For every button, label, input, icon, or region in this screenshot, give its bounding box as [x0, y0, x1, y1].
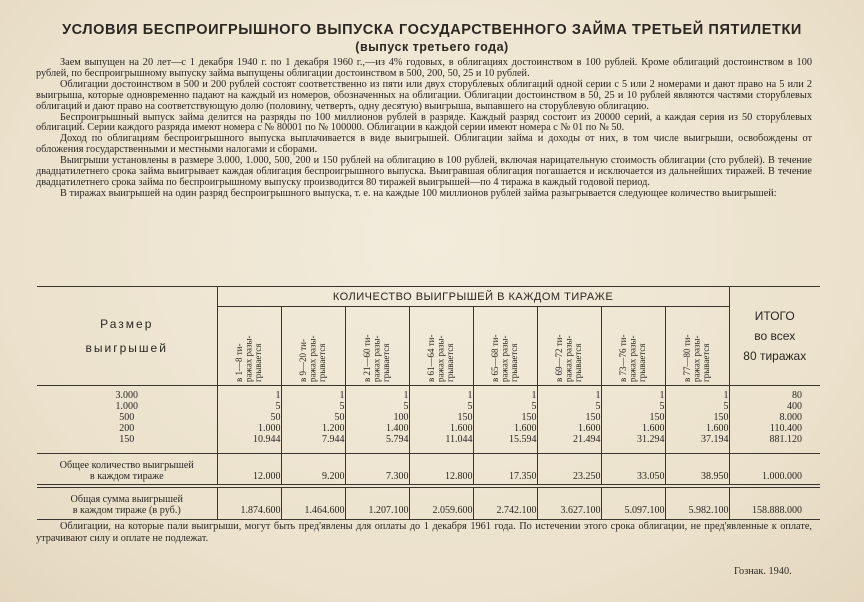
summary-cell: 2.059.600: [409, 486, 473, 520]
count-cell: 37.194: [665, 434, 729, 454]
round-header-text: [683, 308, 712, 382]
round-header-line: в 61—64 ти-: [425, 334, 436, 382]
summary-cell: 3.627.100: [537, 486, 601, 520]
count-cell: 1: [281, 386, 345, 402]
count-cell: 1.600: [665, 423, 729, 434]
size-header-line: Размер: [100, 317, 154, 331]
round-header-line: ражах разы-: [371, 334, 382, 382]
paragraph: Доход по облигациям беспроигрышного выпуска выплачивается в виде выигрышей. Облигации займа и доходы от них, в том числе выигрыши, освобождены от обложения государственными и местными налогами и сборами.: [36, 133, 812, 156]
prize-size-cell: 500: [37, 412, 217, 423]
total-cell: 400: [787, 401, 802, 412]
count-cell: 1: [537, 386, 601, 402]
round-header-line: ражах разы-: [691, 334, 702, 382]
count-cell: 5: [473, 401, 537, 412]
footer-text: Облигации, на которые пали выигрыши, могут быть пред'явлены для оплаты до 1 декабря 1961 года. По истечении этого срока облигации, не пред'явленные к оплате, утрачивают силу и оплате не подлежат.: [36, 521, 812, 544]
round-header-text: [427, 308, 456, 382]
paragraph: Выигрыши установлены в размере 3.000, 1.000, 500, 200 и 150 рублей на облигацию в 100 рублей, включая нарицательную стоимость облигации (сто рублей). В течение двадцатилетнего срока займа выигрывает каждая облигация беспроигрышного выпуска. Выигравшая облигация погашается и исключается из дальнейших тиражей. В течение двадцатилетнего срока займа по беспроигрышному выпуску производится 80 тиражей выигрышей—по 4 тиража в каждый годовой период.: [36, 155, 812, 188]
round-header-line: в 9—20 ти-: [297, 338, 308, 382]
count-cell: 11.044: [409, 434, 473, 454]
round-header-line: в 69—72 ти-: [553, 334, 564, 382]
table-row: [37, 412, 820, 423]
summary-cell: 1.464.600: [281, 486, 345, 520]
size-header-line: выигрышей: [85, 341, 168, 355]
round-header-text: [555, 308, 584, 382]
round-header-line: грывается: [700, 342, 711, 382]
paragraph: Беспроигрышный выпуск займа делится на разряды по 100 миллионов рублей в разряде. Каждый разряд состоит из 20000 серий, а каждая серия из 50 сторублевых облигаций. Серии каждого разряда имеют номера с № 80001 по № 100000. Облигации в каждой серии имеют номера с № 01 по № 50.: [36, 111, 812, 134]
size-header: [37, 287, 217, 386]
count-cell: 5: [537, 401, 601, 412]
round-header-line: в 21—60 ти-: [361, 334, 372, 382]
winnings-table-body: [37, 386, 820, 520]
count-cell: 1.000: [217, 423, 281, 434]
total-cell: 80: [729, 386, 820, 402]
count-cell: 5.794: [345, 434, 409, 454]
total-cell: 8.000: [779, 412, 802, 423]
round-header-line: грывается: [316, 342, 327, 382]
conditions-text: [36, 58, 812, 200]
amount-row-label-line: Общая сумма выигрышей: [70, 494, 183, 505]
total-cell: 110.400: [769, 423, 802, 434]
round-header-line: грывается: [444, 342, 455, 382]
count-cell: 1: [665, 386, 729, 402]
round-header: [473, 307, 537, 386]
round-header-line: ражах разы-: [627, 334, 638, 382]
count-cell: 1: [601, 386, 665, 402]
summary-cell: 1.207.100: [345, 486, 409, 520]
total-header-line: ИТОГО: [754, 309, 795, 323]
table-row: [37, 401, 820, 412]
total-header-line: 80 тиражах: [743, 349, 807, 363]
round-header-line: грывается: [508, 342, 519, 382]
total-header-line: во всех: [754, 329, 796, 343]
table-row: [37, 434, 820, 454]
count-row-label-line: в каждом тираже: [89, 471, 164, 482]
count-cell: 31.294: [601, 434, 665, 454]
summary-cell: 1.874.600: [217, 486, 281, 520]
count-cell: 1.600: [409, 423, 473, 434]
round-header-text: [299, 308, 328, 382]
total-cell: 881.120: [769, 434, 802, 445]
prize-size-cell: 3.000: [37, 386, 217, 402]
round-header-line: в 73—76 ти-: [617, 334, 628, 382]
summary-cell: 2.742.100: [473, 486, 537, 520]
count-row-label: [37, 454, 217, 487]
count-cell: 1: [409, 386, 473, 402]
table-row: [37, 386, 820, 402]
count-cell: 5: [217, 401, 281, 412]
summary-cell: 23.250: [537, 454, 601, 487]
count-cell: 1: [217, 386, 281, 402]
paragraph: Облигации достоинством в 500 и 200 рублей состоят соответственно из пяти или двух сторублевых облигаций одной серии с 5 или 2 номерами и дают право на 5 или 2 выигрыша, которые одновременно падают на каждый из номеров, обозначенных на облигации. Облигации достоинством в 50, 25 и 10 рублей являются частями сторублевых облигаций и дают право на соответствующую долю (половину, четверть, одну десятую) выигрыша, выпавшего на сторублевую облигацию.: [36, 78, 812, 112]
summary-cell: 12.000: [217, 454, 281, 487]
count-cell: 5: [281, 401, 345, 412]
summary-cell: 5.982.100: [665, 486, 729, 520]
amount-row-label: [37, 486, 217, 520]
round-header-line: ражах разы-: [499, 334, 510, 382]
round-header-line: грывается: [572, 342, 583, 382]
amount-row-label-line: в каждом тираже (в руб.): [72, 505, 181, 516]
count-cell: 1.600: [473, 423, 537, 434]
count-cell: 7.944: [281, 434, 345, 454]
count-cell: 50: [281, 412, 345, 423]
summary-total-cell: 1.000.000: [729, 454, 820, 487]
summary-cell: 12.800: [409, 454, 473, 487]
round-header-line: в 77—80 ти-: [681, 334, 692, 382]
round-header: [281, 307, 345, 386]
round-header-line: грывается: [636, 342, 647, 382]
summary-cell: 9.200: [281, 454, 345, 487]
count-cell: 50: [217, 412, 281, 423]
summary-cell: 33.050: [601, 454, 665, 487]
count-cell: 150: [537, 412, 601, 423]
count-cell: 1: [473, 386, 537, 402]
round-header: [601, 307, 665, 386]
count-cell: 5: [409, 401, 473, 412]
count-cell: 1.600: [537, 423, 601, 434]
summary-cell: 38.950: [665, 454, 729, 487]
count-cell: 150: [473, 412, 537, 423]
count-cell: 5: [665, 401, 729, 412]
total-header: [729, 287, 820, 386]
page-title: УСЛОВИЯ БЕСПРОИГРЫШНОГО ВЫПУСКА ГОСУДАРСТВЕННОГО ЗАЙМА ТРЕТЬЕЙ ПЯТИЛЕТКИ: [62, 22, 802, 38]
paragraph: В тиражах выигрышей на один разряд беспроигрышного выпуска, т. е. на каждые 100 миллионов рублей займа разыгрывается следующее количество выигрышей:: [60, 187, 777, 199]
paragraph: Заем выпущен на 20 лет—с 1 декабря 1940 г. по 1 декабря 1960 г.,—из 4% годовых, в облигациях достоинством в 100 рублей. Кроме облигаций достоинством в 100 рублей, по беспроигрышному выпуску займа выпущены облигации достоинством в 500, 200, 50, 25 и 10 рублей.: [36, 57, 812, 79]
prize-size-cell: 200: [37, 423, 217, 434]
winnings-table: [37, 286, 820, 520]
round-header: [537, 307, 601, 386]
round-header: [665, 307, 729, 386]
prize-size-cell: 150: [37, 434, 217, 454]
round-header-text: [363, 308, 392, 382]
count-cell: 21.494: [537, 434, 601, 454]
round-header-line: в 1—8 ти-: [233, 343, 244, 382]
page-subtitle: (выпуск третьего года): [355, 40, 509, 54]
count-cell: 5: [345, 401, 409, 412]
count-cell: 1.200: [281, 423, 345, 434]
count-cell: 1: [345, 386, 409, 402]
count-cell: 100: [345, 412, 409, 423]
round-header-line: грывается: [380, 342, 391, 382]
count-cell: 150: [665, 412, 729, 423]
summary-cell: 5.097.100: [601, 486, 665, 520]
round-header-line: в 65—68 ти-: [489, 334, 500, 382]
round-header-text: [619, 308, 648, 382]
amount-row: [37, 486, 820, 520]
round-header-line: ражах разы-: [243, 334, 254, 382]
summary-total-cell: 158.888.000: [729, 486, 820, 520]
count-row: [37, 454, 820, 487]
count-cell: 1.400: [345, 423, 409, 434]
table-row: [37, 423, 820, 434]
round-header-text: [235, 308, 264, 382]
count-cell: 1.600: [601, 423, 665, 434]
quantity-header: КОЛИЧЕСТВО ВЫИГРЫШЕЙ В КАЖДОМ ТИРАЖЕ: [217, 287, 729, 307]
printer-imprint: Гознак. 1940.: [734, 566, 792, 577]
prize-size-cell: 1.000: [37, 401, 217, 412]
summary-cell: 7.300: [345, 454, 409, 487]
count-cell: 150: [409, 412, 473, 423]
count-cell: 15.594: [473, 434, 537, 454]
round-header-line: ражах разы-: [307, 334, 318, 382]
round-header-line: ражах разы-: [435, 334, 446, 382]
count-row-label-line: Общее количество выигрышей: [59, 460, 194, 471]
round-header-text: [491, 308, 520, 382]
count-cell: 5: [601, 401, 665, 412]
round-header: [345, 307, 409, 386]
round-header: [217, 307, 281, 386]
footer-note: [36, 521, 812, 545]
count-cell: 150: [601, 412, 665, 423]
round-header-line: ражах разы-: [563, 334, 574, 382]
round-header: [409, 307, 473, 386]
summary-cell: 17.350: [473, 454, 537, 487]
count-cell: 10.944: [217, 434, 281, 454]
round-header-line: грывается: [252, 342, 263, 382]
